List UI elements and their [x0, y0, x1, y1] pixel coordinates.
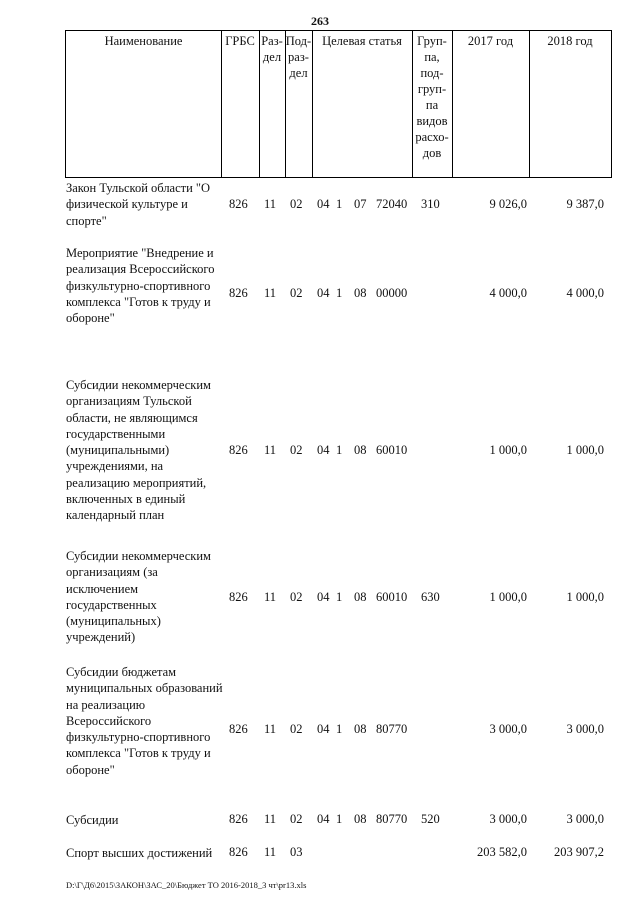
header-gruppa: Груп- па, под- груп- па видов расхо- дов — [415, 34, 449, 160]
row-name: Субсидии бюджетам муниципальных образований на реализацию Всероссийского физкультурно-спортивного комплекса "Готов к труду и обороне" — [66, 665, 223, 777]
row-cs2: 1 — [336, 722, 343, 736]
table-header — [65, 30, 612, 178]
row-cs4: 60010 — [376, 590, 408, 604]
row-podrazdel: 02 — [290, 812, 303, 826]
row-vid: 520 — [421, 812, 440, 826]
col-divider — [312, 31, 313, 177]
file-path-footer: D:\Г\Д6\2015\ЗАКОН\ЗАС_20\Бюджет ТО 2016-2018_3 чт\pr13.xls — [66, 880, 307, 890]
row-name: Мероприятие "Внедрение и реализация Всероссийского физкультурно-спортивного комплекса "Готов к труду и обороне" — [66, 246, 215, 326]
row-cs3: 08 — [354, 286, 367, 300]
header-celevaya: Целевая статья — [322, 34, 402, 48]
row-grbs: 826 — [229, 812, 248, 826]
row-cs2: 1 — [336, 590, 343, 604]
row-cs1: 04 — [317, 197, 330, 211]
row-cs2: 1 — [336, 443, 343, 457]
row-2017: 203 582,0 — [477, 845, 527, 859]
row-2018: 203 907,2 — [554, 845, 604, 859]
row-podrazdel: 02 — [290, 590, 303, 604]
row-grbs: 826 — [229, 286, 248, 300]
row-name: Субсидии некоммерческим организациям Тульской области, не являющимся государственными (муниципальными) учреждениями, на реализацию мероприятий, включенных в единый календарный план — [66, 378, 211, 523]
row-2018: 3 000,0 — [566, 812, 604, 826]
row-cs1: 04 — [317, 590, 330, 604]
row-vid: 630 — [421, 590, 440, 604]
row-2017: 4 000,0 — [489, 286, 527, 300]
row-cs2: 1 — [336, 812, 343, 826]
row-2018: 3 000,0 — [566, 722, 604, 736]
row-2018: 1 000,0 — [566, 590, 604, 604]
row-podrazdel: 02 — [290, 722, 303, 736]
header-2018: 2018 год — [547, 34, 593, 48]
row-razdel: 11 — [264, 812, 277, 826]
col-divider — [452, 31, 453, 177]
row-grbs: 826 — [229, 722, 248, 736]
row-grbs: 826 — [229, 590, 248, 604]
row-razdel: 11 — [264, 722, 277, 736]
row-cs1: 04 — [317, 443, 330, 457]
row-grbs: 826 — [229, 197, 248, 211]
row-cs4: 60010 — [376, 443, 408, 457]
row-razdel: 11 — [264, 845, 277, 859]
header-razdel: Раз- дел — [261, 34, 283, 64]
row-cs3: 08 — [354, 590, 367, 604]
row-cs4: 00000 — [376, 286, 408, 300]
row-cs4: 80770 — [376, 812, 408, 826]
row-name: Спорт высших достижений — [66, 846, 213, 860]
row-podrazdel: 02 — [290, 286, 303, 300]
row-razdel: 11 — [264, 286, 277, 300]
row-name: Закон Тульской области "О физической культуре и спорте" — [66, 181, 211, 228]
row-cs2: 1 — [336, 286, 343, 300]
row-razdel: 11 — [264, 590, 277, 604]
row-razdel: 11 — [264, 443, 277, 457]
header-grbs: ГРБС — [225, 34, 255, 48]
col-divider — [221, 31, 222, 177]
row-name: Субсидии — [66, 813, 119, 827]
row-cs4: 72040 — [376, 197, 408, 211]
row-podrazdel: 03 — [290, 845, 303, 859]
row-2017: 1 000,0 — [489, 590, 527, 604]
header-2017: 2017 год — [467, 34, 514, 48]
row-2018: 4 000,0 — [566, 286, 604, 300]
row-podrazdel: 02 — [290, 197, 303, 211]
row-name: Субсидии некоммерческим организациям (за исключением государственных (муниципальных) учреждений) — [66, 549, 211, 645]
row-grbs: 826 — [229, 443, 248, 457]
row-cs3: 08 — [354, 443, 367, 457]
page-number: 263 — [311, 14, 329, 28]
col-divider — [529, 31, 530, 177]
row-2017: 3 000,0 — [489, 812, 527, 826]
row-cs3: 08 — [354, 812, 367, 826]
row-cs4: 80770 — [376, 722, 408, 736]
row-2018: 1 000,0 — [566, 443, 604, 457]
header-podrazdel: Под- раз- дел — [285, 34, 312, 80]
row-grbs: 826 — [229, 845, 248, 859]
row-cs1: 04 — [317, 722, 330, 736]
row-podrazdel: 02 — [290, 443, 303, 457]
row-cs2: 1 — [336, 197, 343, 211]
row-2017: 1 000,0 — [489, 443, 527, 457]
row-cs3: 07 — [354, 197, 367, 211]
row-2018: 9 387,0 — [566, 197, 604, 211]
row-cs3: 08 — [354, 722, 367, 736]
row-2017: 3 000,0 — [489, 722, 527, 736]
header-name: Наименование — [104, 34, 183, 48]
row-vid: 310 — [421, 197, 440, 211]
row-cs1: 04 — [317, 812, 330, 826]
row-cs1: 04 — [317, 286, 330, 300]
row-razdel: 11 — [264, 197, 277, 211]
row-2017: 9 026,0 — [489, 197, 527, 211]
